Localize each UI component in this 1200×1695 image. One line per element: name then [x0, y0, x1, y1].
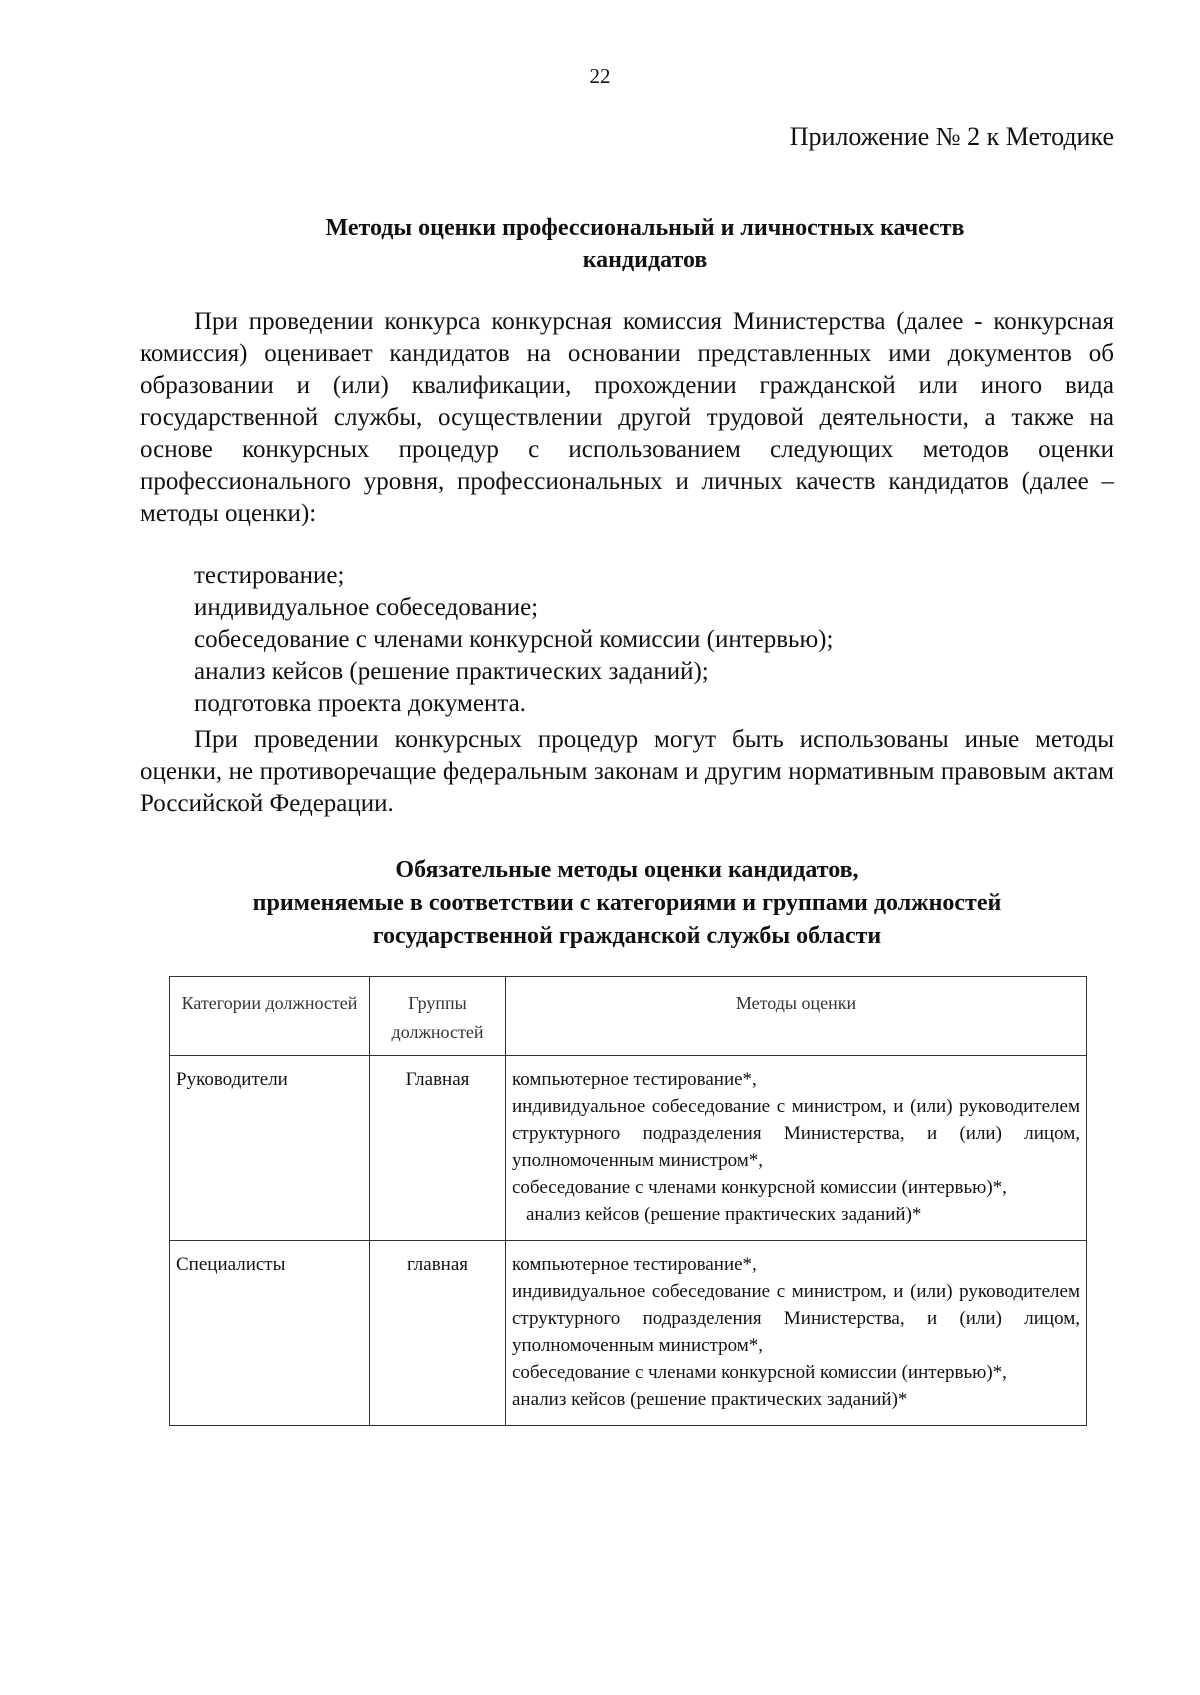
document-title-line-2: кандидатов: [582, 247, 708, 273]
row-methods: [506, 1056, 1087, 1241]
assessment-methods-table: [169, 976, 1087, 1426]
table-header-row: [170, 977, 1087, 1056]
methods-list-item: анализ кейсов (решение практических заданий);: [194, 658, 709, 685]
intro-paragraph: При проведении конкурса конкурсная комиссия Министерства (далее - конкурсная комиссия) оценивает кандидатов на основании представленных ими документов об образовании и (или) квалификации, прохождении гражданской или иного вида государственной службы, осуществлении другой трудовой деятельности, а также на основе конкурсных процедур с использованием следующих методов оценки профессионального уровня, профессиональных и личных качеств кандидатов (далее – методы оценки):: [140, 308, 1114, 527]
header-category: Категории должностей: [170, 977, 370, 1056]
methods-list-item: собеседование с членами конкурсной комиссии (интервью);: [194, 626, 834, 653]
document-title-line-1: Методы оценки профессиональный и личностных качеств: [325, 215, 965, 241]
methods-list-item: тестирование;: [194, 562, 345, 589]
method-item: компьютерное тестирование*,: [512, 1254, 757, 1275]
header-group: Группы должностей: [370, 977, 506, 1056]
appendix-label: Приложение № 2 к Методике: [789, 122, 1114, 151]
method-item: анализ кейсов (решение практических заданий)*: [512, 1389, 908, 1410]
table-title-line-1: Обязательные методы оценки кандидатов,: [395, 857, 859, 883]
page-number: 22: [589, 64, 611, 88]
method-item: анализ кейсов (решение практических заданий)*: [526, 1204, 922, 1225]
row-group: главная: [370, 1241, 506, 1426]
document-title: [230, 212, 1060, 276]
table-title-line-3: государственной гражданской службы области: [372, 923, 882, 949]
table-row: [170, 1241, 1087, 1426]
row-category: Руководители: [170, 1056, 370, 1241]
row-category: Специалисты: [170, 1241, 370, 1426]
other-methods-paragraph: При проведении конкурсных процедур могут быть использованы иные методы оценки, не противоречащие федеральным законам и другим нормативным правовым актам Российской Федерации.: [140, 726, 1114, 817]
methods-list: [194, 560, 833, 720]
method-item: собеседование с членами конкурсной комиссии (интервью)*,: [512, 1362, 1007, 1383]
row-methods: [506, 1241, 1087, 1426]
methods-list-item: индивидуальное собеседование;: [194, 594, 539, 621]
method-item: компьютерное тестирование*,: [512, 1069, 757, 1090]
row-group: Главная: [370, 1056, 506, 1241]
table-title: [140, 854, 1114, 953]
method-item: индивидуальное собеседование с министром, и (или) руководителем структурного подразделения Министерства, и (или) лицом, уполномоченным министром*,: [512, 1096, 1080, 1171]
methods-list-item: подготовка проекта документа.: [194, 690, 526, 717]
header-methods: Методы оценки: [506, 977, 1087, 1056]
table-row: [170, 1056, 1087, 1241]
method-item: собеседование с членами конкурсной комиссии (интервью)*,: [512, 1177, 1007, 1198]
method-item: индивидуальное собеседование с министром, и (или) руководителем структурного подразделения Министерства, и (или) лицом, уполномоченным министром*,: [512, 1281, 1080, 1356]
table-title-line-2: применяемые в соответствии с категориями и группами должностей: [252, 890, 1002, 916]
